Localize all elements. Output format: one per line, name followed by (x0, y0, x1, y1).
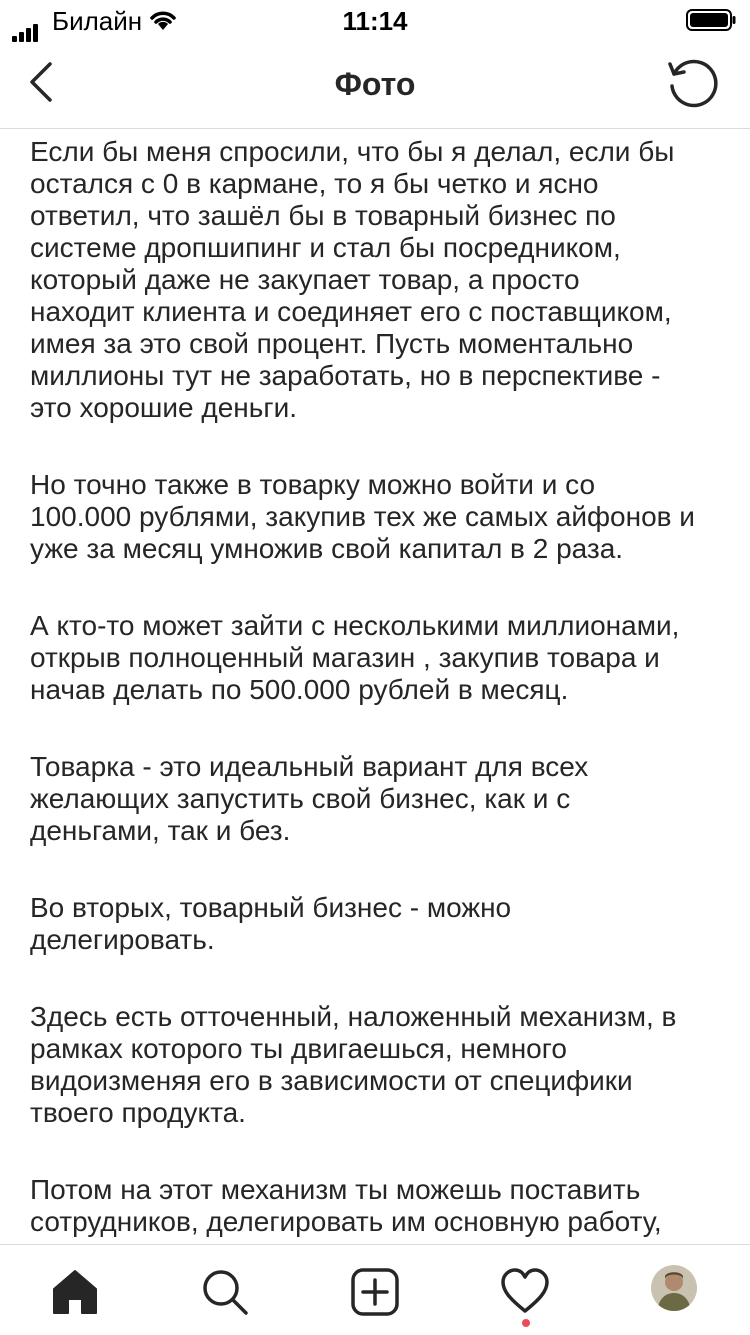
caption-paragraph: Если бы меня спросили, что бы я делал, если бы остался с 0 в кармане, то я бы четко и ясно ответил, что зашёл бы в товарный бизнес по системе дропшипинг и стал бы посредником, который даже не закупает товар, а просто находит клиента и соединяет его с поставщиком, имея за это свой процент. Пусть моментально миллионы тут не заработать, но в перспективе - это хорошие деньги. (30, 136, 675, 423)
add-icon[interactable] (350, 1267, 400, 1317)
battery-icon (686, 9, 736, 31)
home-icon[interactable] (50, 1267, 100, 1317)
caption-paragraph: Товарка - это идеальный вариант для всех желающих запустить свой бизнес, как и с деньгами, так и без. (30, 751, 589, 846)
tab-bar (0, 1244, 750, 1335)
caption-paragraph: Во вторых, товарный бизнес - можно делегировать. (30, 892, 512, 955)
caption-paragraph: Но точно также в товарку можно войти и со 100.000 рублями, закупив тех же самых айфонов и уже за месяц умножив свой капитал в 2 раза. (30, 469, 695, 564)
caption-paragraph: Потом на этот механизм ты можешь поставить сотрудников, делегировать им основную работу, (30, 1174, 662, 1237)
page-title: Фото (334, 66, 416, 102)
status-time: 11:14 (342, 6, 408, 36)
caption-paragraph: Здесь есть отточенный, наложенный механизм, в рамках которого ты двигаешься, немного видоизменяя его в зависимости от специфики твоего продукта. (30, 1001, 677, 1128)
carrier-name: Билайн (52, 6, 143, 36)
status-bar (0, 0, 750, 40)
profile-avatar[interactable] (651, 1265, 697, 1311)
post-caption (30, 136, 730, 1243)
nav-bar (0, 40, 750, 129)
refresh-icon[interactable] (664, 58, 720, 110)
heart-icon[interactable] (500, 1267, 550, 1317)
caption-paragraph: А кто-то может зайти с несколькими миллионами, открыв полноценный магазин , закупив товара и начав делать по 500.000 рублей в месяц. (30, 610, 680, 705)
search-icon[interactable] (200, 1267, 250, 1317)
activity-dot (522, 1319, 530, 1327)
